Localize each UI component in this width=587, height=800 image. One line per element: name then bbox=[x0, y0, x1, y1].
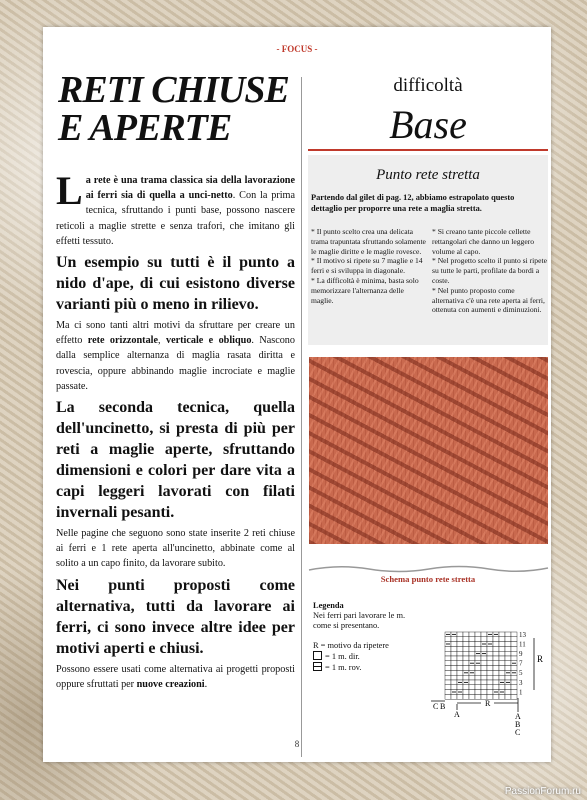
row-number: 3 bbox=[519, 678, 523, 687]
note: * Il punto scelto crea una delicata trama trapuntata sfruttando solamente le maglie diritte e le maglie rovesce. bbox=[311, 227, 426, 256]
chart-cell bbox=[511, 690, 517, 695]
purl-square-icon bbox=[313, 662, 322, 671]
chart-cell bbox=[499, 666, 505, 671]
chart-cell bbox=[487, 680, 493, 685]
chart-cell bbox=[505, 661, 511, 666]
chart-cell bbox=[487, 646, 493, 651]
chart-cell bbox=[457, 661, 463, 666]
chart-cell bbox=[511, 666, 517, 671]
chart-cell bbox=[499, 646, 505, 651]
chart-cell bbox=[469, 675, 475, 680]
row-number: 11 bbox=[519, 640, 526, 649]
chart-cell bbox=[481, 646, 487, 651]
chart-cell bbox=[511, 632, 517, 637]
chart-cell bbox=[511, 651, 517, 656]
chart-cell bbox=[463, 690, 469, 695]
chart-cell bbox=[463, 675, 469, 680]
chart-cell bbox=[505, 651, 511, 656]
chart-cell bbox=[505, 675, 511, 680]
chart-cell bbox=[463, 666, 469, 671]
drop-cap: L bbox=[56, 168, 83, 213]
note: * Si creano tante piccole cellette rettangolari che danno un leggero volume al capo. bbox=[432, 227, 535, 256]
chart-cell bbox=[499, 637, 505, 642]
chart-cell bbox=[481, 656, 487, 661]
chart-cell bbox=[505, 666, 511, 671]
difficulty-value: Base bbox=[389, 102, 467, 147]
chart-cell bbox=[463, 646, 469, 651]
title-line-1: RETI CHIUSE bbox=[58, 69, 289, 111]
knit-swatch-photo bbox=[309, 357, 548, 544]
chart-cell bbox=[505, 656, 511, 661]
chart-cell bbox=[445, 694, 451, 699]
wave-divider bbox=[309, 562, 548, 574]
chart-cell bbox=[487, 656, 493, 661]
chart-cell bbox=[463, 642, 469, 647]
chart-cell bbox=[475, 694, 481, 699]
chart-cell bbox=[451, 694, 457, 699]
watermark: PassionForum.ru bbox=[504, 786, 581, 797]
chart-cell bbox=[493, 642, 499, 647]
chart-cell bbox=[505, 637, 511, 642]
chart-cell bbox=[499, 675, 505, 680]
chart-cell bbox=[493, 666, 499, 671]
chart-cell bbox=[487, 637, 493, 642]
chart-cell bbox=[475, 690, 481, 695]
chart-cell bbox=[463, 685, 469, 690]
chart-cell bbox=[475, 637, 481, 642]
chart-cell bbox=[499, 670, 505, 675]
chart-cell bbox=[451, 642, 457, 647]
chart-cell bbox=[505, 690, 511, 695]
chart-cell bbox=[481, 666, 487, 671]
chart-cell bbox=[511, 680, 517, 685]
article-body bbox=[56, 168, 295, 695]
chart-cell bbox=[463, 651, 469, 656]
chart-cell bbox=[481, 661, 487, 666]
chart-cell bbox=[469, 680, 475, 685]
chart-cell bbox=[511, 675, 517, 680]
legend-knit: = 1 m. dir. bbox=[313, 651, 423, 662]
stitch-intro: Partendo dal gilet di pag. 12, abbiamo estrapolato questo dettaglio per proporre una rete a maglia stretta. bbox=[311, 193, 515, 213]
chart-cell bbox=[445, 666, 451, 671]
chart-cell bbox=[451, 666, 457, 671]
chart-cell bbox=[451, 675, 457, 680]
chart-cell bbox=[475, 656, 481, 661]
chart-cell bbox=[469, 651, 475, 656]
chart-cell bbox=[457, 656, 463, 661]
chart-cell bbox=[445, 690, 451, 695]
chart-cell bbox=[499, 642, 505, 647]
magazine-page bbox=[43, 27, 551, 762]
chart-cell bbox=[445, 646, 451, 651]
stitch-chart bbox=[431, 600, 551, 737]
chart-cell bbox=[451, 685, 457, 690]
paragraph-4: Possono essere usati come alternativa ai progetti proposti oppure sfruttati per nuove creazioni. bbox=[56, 663, 295, 690]
row-number: 9 bbox=[519, 650, 523, 658]
chart-cell bbox=[469, 642, 475, 647]
paragraph-1: La rete è una trama classica sia della lavorazione ai ferri sia di quella a unci-netto. Con la prima tecnica, sfruttando i punti base, possono nascere reticoli a maglie strette e senza trafori, che imitano gli effetti tessuto. bbox=[56, 168, 295, 247]
chart-cell bbox=[499, 661, 505, 666]
chart-cell bbox=[469, 690, 475, 695]
page-number: 8 bbox=[294, 739, 300, 749]
chart-cell bbox=[493, 661, 499, 666]
note: * Nel punto proposto come alternativa c'è una rete aperta ai ferri, ottenuta con aumenti e diminuzioni. bbox=[432, 285, 545, 315]
chart-cell bbox=[505, 694, 511, 699]
chart-label-a: A bbox=[454, 710, 460, 719]
chart-cell bbox=[451, 661, 457, 666]
note: * Il motivo si ripete su 7 maglie e 14 ferri e si sviluppa in diagonale. bbox=[311, 256, 423, 276]
chart-cell bbox=[451, 637, 457, 642]
chart-cell bbox=[493, 675, 499, 680]
chart-cell bbox=[451, 670, 457, 675]
chart-cell bbox=[493, 651, 499, 656]
chart-cell bbox=[445, 661, 451, 666]
chart-cell bbox=[505, 632, 511, 637]
chart-cell bbox=[475, 642, 481, 647]
chart-cell bbox=[457, 670, 463, 675]
legend-title: Legenda bbox=[313, 601, 344, 610]
lead-paragraph-1: Un esempio su tutti è il punto a nido d'ape, di cui esistono diverse varianti più o meno in rilievo. bbox=[56, 254, 295, 314]
note: * Nel progetto scelto il punto si ripete su tutte le parti, profilate da bordi a coste. bbox=[432, 256, 547, 285]
chart-cell bbox=[511, 694, 517, 699]
chart-cell bbox=[445, 675, 451, 680]
paragraph-2: Ma ci sono tanti altri motivi da sfruttare per creare un effetto rete orizzontale, verticale e obliquo. Nascono dalla semplice alternanza di maglia rasata diritta e rovescia, oppure abbinando maglie incrociate e maglie passate. bbox=[56, 320, 295, 392]
chart-cell bbox=[457, 651, 463, 656]
legend-purl: = 1 m. rov. bbox=[313, 662, 423, 673]
chart-cell bbox=[481, 637, 487, 642]
chart-cell bbox=[499, 656, 505, 661]
chart-cell bbox=[493, 656, 499, 661]
row-number: 7 bbox=[519, 659, 523, 668]
chart-label-r-bottom: R bbox=[485, 699, 491, 708]
note: * La difficoltà è minima, basta solo memorizzare l'alternanza delle maglie. bbox=[311, 275, 419, 305]
lead-paragraph-3: Nei punti proposti come alternativa, tutti da lavorare ai ferri, ci sono invece altre idee per motivi aperti e chiusi. bbox=[56, 576, 295, 657]
stitch-title: Punto rete stretta bbox=[376, 167, 480, 183]
chart-cell bbox=[475, 675, 481, 680]
chart-cell bbox=[505, 646, 511, 651]
chart-legend bbox=[313, 601, 423, 673]
chart-cell bbox=[469, 632, 475, 637]
chart-cell bbox=[463, 694, 469, 699]
chart-cell bbox=[511, 656, 517, 661]
chart-cell bbox=[511, 646, 517, 651]
title-line-2: E APERTE bbox=[58, 107, 232, 149]
chart-cell bbox=[469, 685, 475, 690]
chart-cell bbox=[505, 642, 511, 647]
chart-cell bbox=[481, 680, 487, 685]
stitch-notes-col-1 bbox=[311, 227, 426, 305]
paragraph-3: Nelle pagine che seguono sono state inserite 2 reti chiuse ai ferri e 1 rete aperta all'uncinetto, abbinate come al solito a un capo finito, da lavorare subito. bbox=[56, 528, 295, 570]
chart-cell bbox=[445, 651, 451, 656]
chart-cell bbox=[487, 675, 493, 680]
section-header: - FOCUS - bbox=[276, 44, 318, 54]
chart-cell bbox=[487, 651, 493, 656]
chart-label-b: B bbox=[440, 702, 446, 711]
chart-cell bbox=[487, 690, 493, 695]
chart-cell bbox=[487, 685, 493, 690]
chart-cell bbox=[451, 656, 457, 661]
chart-cell bbox=[487, 670, 493, 675]
chart-cell bbox=[463, 632, 469, 637]
chart-cell bbox=[511, 637, 517, 642]
chart-cell bbox=[445, 670, 451, 675]
schema-title: Schema punto rete stretta bbox=[380, 574, 476, 584]
chart-cell bbox=[469, 656, 475, 661]
chart-cell bbox=[481, 670, 487, 675]
chart-cell bbox=[493, 685, 499, 690]
chart-cell bbox=[451, 651, 457, 656]
page-title bbox=[58, 71, 303, 147]
knit-square-icon bbox=[313, 651, 322, 660]
row-number: 1 bbox=[519, 688, 523, 697]
chart-cell bbox=[457, 637, 463, 642]
chart-cell bbox=[511, 642, 517, 647]
chart-cell bbox=[487, 661, 493, 666]
chart-cell bbox=[493, 694, 499, 699]
legend-note: Nei ferri pari lavorare le m. come si presentano. bbox=[313, 611, 406, 630]
chart-cell bbox=[475, 670, 481, 675]
chart-cell bbox=[499, 685, 505, 690]
row-number: 5 bbox=[519, 669, 523, 678]
chart-cell bbox=[499, 694, 505, 699]
chart-label-r-side: R bbox=[537, 654, 544, 664]
chart-cell bbox=[469, 694, 475, 699]
chart-cell bbox=[457, 646, 463, 651]
legend-repeat: R = motivo da ripetere bbox=[313, 641, 389, 650]
chart-cell bbox=[457, 694, 463, 699]
chart-cell bbox=[475, 685, 481, 690]
red-rule bbox=[308, 149, 548, 151]
chart-cell bbox=[469, 637, 475, 642]
chart-cell bbox=[475, 680, 481, 685]
chart-cell bbox=[451, 646, 457, 651]
chart-cell bbox=[457, 632, 463, 637]
chart-cell bbox=[493, 670, 499, 675]
chart-cell bbox=[463, 637, 469, 642]
chart-cell bbox=[445, 637, 451, 642]
chart-cell bbox=[481, 632, 487, 637]
chart-cell bbox=[475, 646, 481, 651]
chart-cell bbox=[457, 685, 463, 690]
chart-cell bbox=[463, 656, 469, 661]
chart-label-a2: A bbox=[515, 712, 521, 721]
chart-cell bbox=[493, 680, 499, 685]
chart-cell bbox=[445, 680, 451, 685]
chart-cell bbox=[463, 661, 469, 666]
chart-cell bbox=[493, 646, 499, 651]
difficulty-label: difficoltà bbox=[393, 75, 463, 96]
chart-cell bbox=[457, 666, 463, 671]
chart-cell bbox=[475, 666, 481, 671]
chart-cell bbox=[487, 666, 493, 671]
chart-cell bbox=[481, 690, 487, 695]
chart-cell bbox=[457, 642, 463, 647]
chart-cell bbox=[499, 632, 505, 637]
chart-grid bbox=[445, 632, 517, 699]
chart-cell bbox=[445, 656, 451, 661]
chart-cell bbox=[499, 651, 505, 656]
chart-cell bbox=[475, 632, 481, 637]
chart-cell bbox=[451, 680, 457, 685]
chart-cell bbox=[469, 646, 475, 651]
column-divider bbox=[301, 77, 302, 757]
chart-cell bbox=[457, 675, 463, 680]
chart-cell bbox=[445, 685, 451, 690]
chart-label-b2: B bbox=[515, 720, 521, 729]
stitch-notes-col-2 bbox=[432, 227, 547, 315]
lead-paragraph-2: La seconda tecnica, quella dell'uncinetto, si presta di più per reti a maglie aperte, sfruttando dimensioni e colori per dare vita a capi leggeri lavorati con filati invernali pesanti. bbox=[56, 399, 295, 522]
chart-cell bbox=[469, 666, 475, 671]
chart-label-c2: C bbox=[515, 728, 521, 737]
chart-cell bbox=[511, 685, 517, 690]
chart-label-c: C bbox=[433, 702, 439, 711]
chart-cell bbox=[493, 637, 499, 642]
row-number: 13 bbox=[519, 630, 526, 639]
chart-cell bbox=[481, 675, 487, 680]
chart-cell bbox=[505, 685, 511, 690]
chart-cell bbox=[481, 685, 487, 690]
